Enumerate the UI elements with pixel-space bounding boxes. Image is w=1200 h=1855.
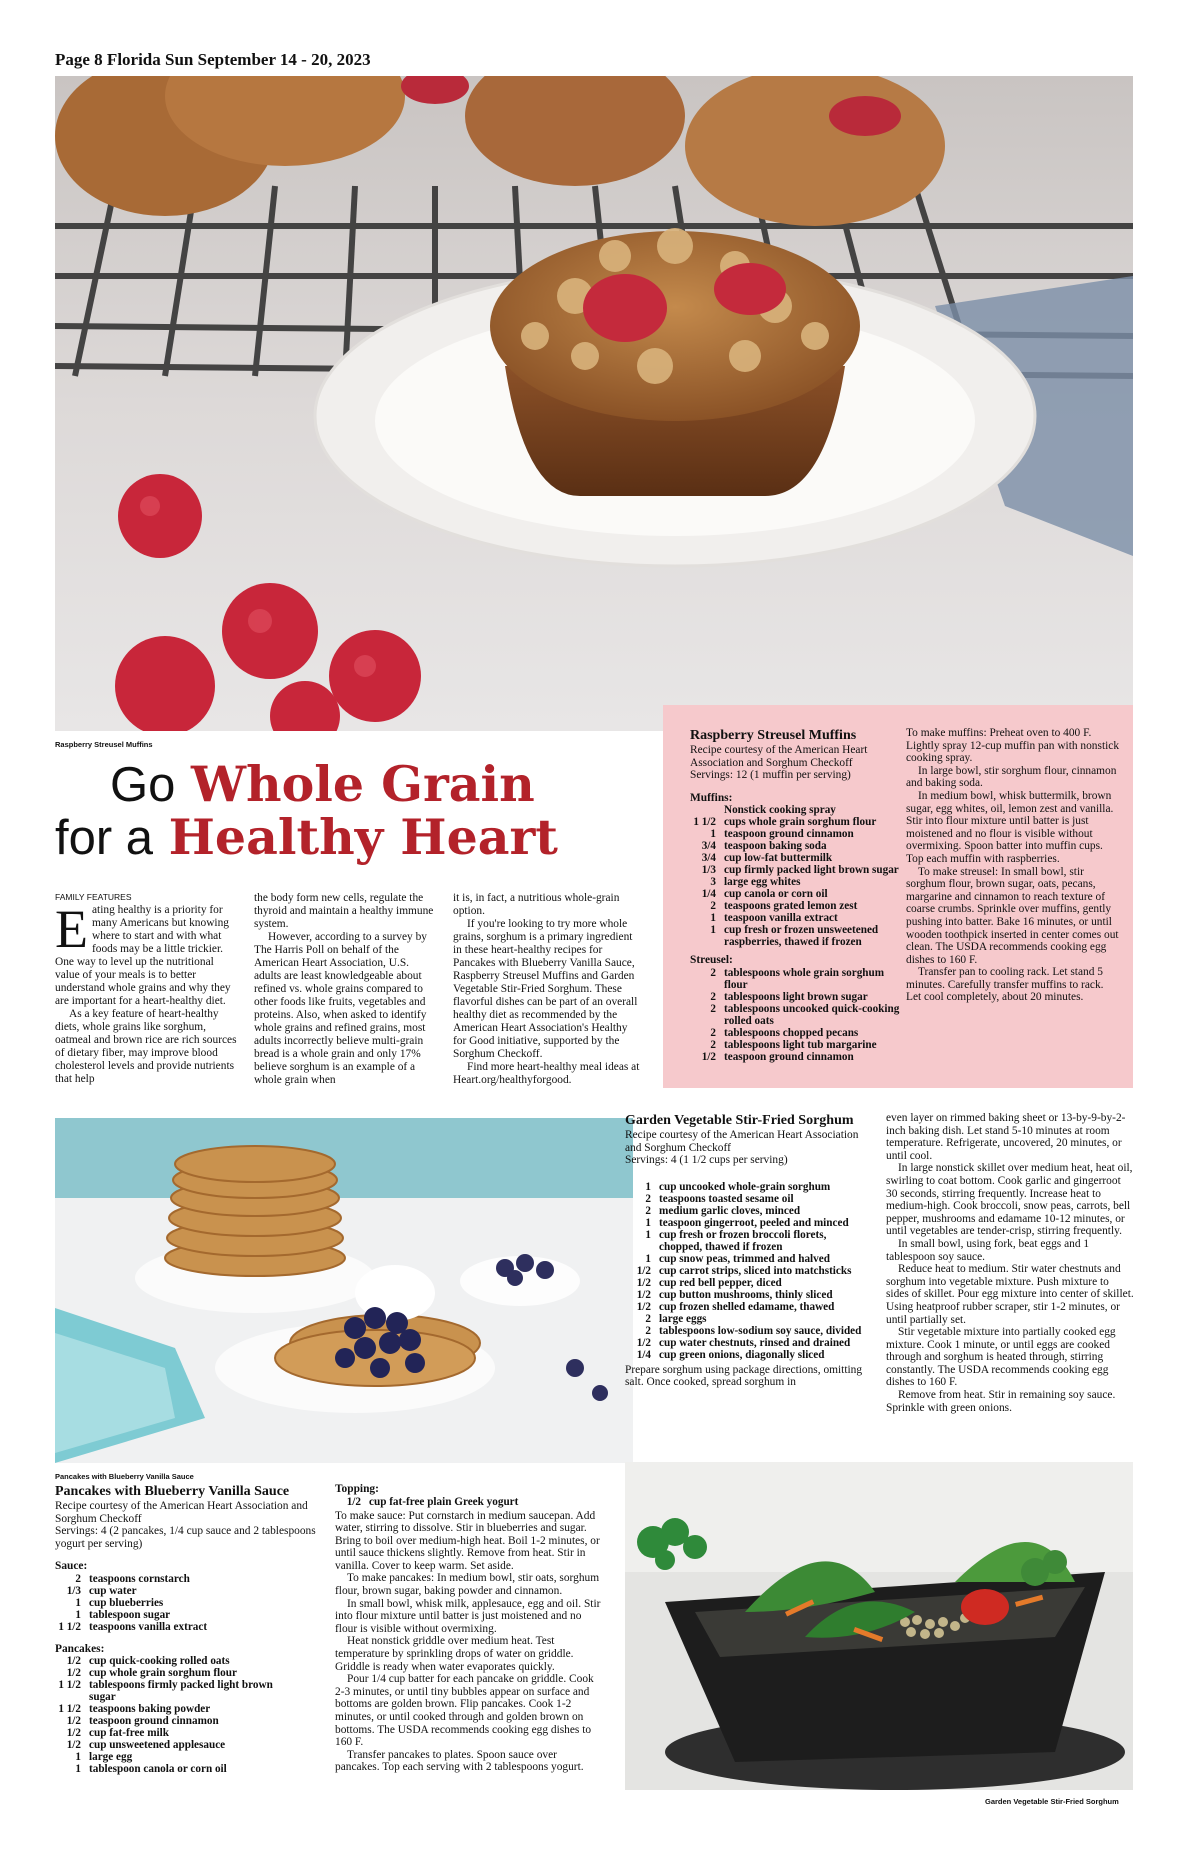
ingredient-quantity [690,804,724,816]
ingredient-item [55,1655,280,1667]
ingredient-item [690,967,900,991]
ingredient-text: large eggs [659,1312,707,1325]
ingredient-item [625,1349,870,1361]
ingredient-text: tablespoons firmly packed light brown sugar [89,1679,273,1703]
ingredient-text: cup frozen shelled edamame, thawed [659,1300,835,1313]
drop-cap: E [55,899,88,959]
ingredient-text: cup red bell pepper, diced [659,1276,782,1289]
ingredient-item [690,900,900,912]
ingredient-quantity: 1 1/2 [58,1620,81,1633]
ingredient-item [690,864,900,876]
pancake-photo [55,1118,633,1463]
article-column-3 [453,892,643,1087]
ingredient-quantity: 1/2 [66,1667,81,1679]
ingredient-text: cup water chestnuts, rinsed and drained [659,1336,851,1349]
ingredient-item [625,1289,870,1301]
ingredient-quantity: 1 [75,1751,81,1763]
article-paragraph: the body form new cells, regulate the thyroid and maintain a healthy immune system. [254,892,434,930]
ingredient-quantity: 2 [710,1038,716,1051]
ingredient-quantity: 1/2 [66,1715,81,1727]
ingredient-quantity: 2 [710,1026,716,1039]
ingredient-item [690,876,900,888]
article-paragraph: ating healthy is a priority for many Americans but knowing where to start and with what foods may be a little trickier. One way to level up the nutritional value of your meals is to better understand whole grains and why they are important for a heart-healthy diet. [55,904,231,1007]
ingredient-item [55,1573,265,1585]
ingredient-text: large egg [89,1751,133,1763]
ingredient-text: cup blueberries [89,1596,164,1609]
recipe-step: To make sauce: Put cornstarch in medium saucepan. Add water, stirring to dissolve. Stir in blueberries and sugar. Bring to boil over medium-high heat. Boil 1-2 minutes, or until sauce thickens slightly. Remove from heat. Stir in vanilla. Cover to keep warm. Set aside. [335,1509,600,1572]
article-paragraph: it is, in fact, a nutritious whole-grain option. [453,892,620,917]
ingredient-quantity: 2 [645,1312,651,1325]
ingredient-text: cup snow peas, trimmed and halved [659,1252,830,1265]
ingredient-quantity: 2 [645,1204,651,1217]
ingredient-item [55,1739,280,1751]
pancake-steps [335,1510,603,1774]
ingredient-item [625,1193,870,1205]
ingredient-text: cup canola or corn oil [724,888,828,900]
ingredient-quantity: 1 [75,1608,81,1621]
ingredients-heading: Sauce: [55,1560,88,1572]
muffin-recipe-steps [906,727,1121,1004]
ingredient-text: cup green onions, diagonally sliced [659,1348,825,1361]
ingredient-item [55,1715,280,1727]
ingredient-text: cups whole grain sorghum flour [724,816,877,828]
ingredient-item [625,1265,870,1277]
ingredient-text: teaspoons cornstarch [89,1572,190,1585]
ingredient-quantity: 3/4 [701,840,716,852]
article-paragraph: However, according to a survey by The Harris Poll on behalf of the American Heart Association, U.S. adults are least knowledgeable about refined vs. whole grains compared to other foods like fruits, vegetables and proteins. Also, when asked to identify whole grains and refined grains, most adults incorrectly believe multi-grain bread is a whole grain and only 17% believe sorghum is an example of a whole grain when [254,931,427,1086]
ingredient-text: tablespoons light brown sugar [724,990,868,1003]
recipe-step: In small bowl, using fork, beat eggs and 1 tablespoon soy sauce. [886,1237,1090,1263]
ingredient-quantity: 1/2 [636,1276,651,1289]
ingredient-text: medium garlic cloves, minced [659,1204,801,1217]
ingredient-list [55,1573,265,1633]
ingredient-text: cup whole grain sorghum flour [89,1667,237,1679]
ingredient-quantity: 1/2 [66,1727,81,1739]
ingredient-quantity: 1 [75,1596,81,1609]
ingredient-quantity: 1 [710,828,716,840]
recipe-step: To make muffins: Preheat oven to 400 F. Lightly spray 12-cup muffin pan with nonstick cooking spray. [906,727,1120,765]
ingredient-text: tablespoons low-sodium soy sauce, divided [659,1324,862,1337]
sorghum-recipe-steps [886,1112,1134,1414]
ingredient-quantity: 1 [710,924,716,936]
recipe-step: Transfer pan to cooling rack. Let stand 5 minutes. Carefully transfer muffins to rack. Let cool completely, about 20 minutes. [906,966,1104,1004]
recipe-step: Heat nonstick griddle over medium heat. Test temperature by sprinkling drops of water on griddle. Griddle is ready when water evaporates quickly. [335,1635,574,1673]
recipe-title: Raspberry Streusel Muffins [690,728,857,743]
ingredient-text: cup fresh or frozen unsweetened raspberries, thawed if frozen [724,924,879,948]
ingredient-item [690,840,900,852]
ingredient-text: teaspoon baking soda [724,840,827,852]
ingredient-item [690,852,900,864]
sorghum-photo [625,1462,1133,1790]
page-header: Page 8 Florida Sun September 14 - 20, 2023 [55,50,371,69]
ingredients-heading: Pancakes: [55,1642,105,1655]
ingredient-text: cup button mushrooms, thinly sliced [659,1288,833,1301]
ingredient-item [625,1181,870,1193]
pancake-recipe-ingredients [55,1483,325,1775]
article-column-1 [55,899,240,1086]
ingredient-quantity: 2 [645,1192,651,1205]
ingredient-item [625,1301,870,1313]
recipe-servings: Servings: 4 (1 1/2 cups per serving) [625,1154,788,1166]
ingredient-text: tablespoons whole grain sorghum flour [724,966,885,991]
ingredient-item [625,1205,870,1217]
pancake-recipe-steps [335,1483,603,1774]
ingredient-list [690,967,900,1063]
ingredient-item [625,1277,870,1289]
recipe-courtesy: Recipe courtesy of the American Heart Association and Sorghum Checkoff [625,1129,859,1154]
article-paragraph: As a key feature of heart-healthy diets, whole grains like sorghum, oatmeal and brown rice are rich sources of dietary fiber, may improve blood cholesterol levels and provide nutrients that help [55,1008,237,1085]
ingredient-quantity: 1/3 [66,1584,81,1597]
sorghum-photo-caption: Garden Vegetable Stir-Fried Sorghum [985,1797,1119,1806]
recipe-step: In small bowl, whisk milk, applesauce, egg and oil. Stir into flour mixture until batter is just moistened and no flour is visible without overmixing. [335,1597,601,1635]
recipe-step: Transfer pancakes to plates. Spoon sauce over pancakes. Top each serving with 2 tablespoons yogurt. [335,1748,584,1774]
muffin-photo [55,76,1133,731]
ingredient-quantity: 1/2 [701,1050,716,1063]
ingredient-text: cup water [89,1584,137,1597]
ingredient-item [55,1703,280,1715]
ingredient-item [625,1337,870,1349]
ingredient-quantity: 1 [645,1216,651,1229]
ingredient-text: cup unsweetened applesauce [89,1739,226,1751]
ingredient-text: teaspoons grated lemon zest [724,900,858,912]
recipe-step: In large nonstick skillet over medium heat, heat oil, swirling to coat bottom. Cook garlic and gingerroot 30 seconds, stirring frequently. Increase heat to medium-high. Cook broccoli, snow peas, carrots, bell pepper, mushrooms and edamame 10-12 minutes, or until vegetables are tender-crisp, stirring frequently. [886,1162,1133,1238]
ingredient-text: cup fat-free plain Greek yogurt [369,1495,519,1508]
ingredient-item [690,1039,900,1051]
ingredient-quantity: 2 [645,1324,651,1337]
ingredient-item [690,912,900,924]
ingredient-item [625,1325,870,1337]
recipe-step: Remove from heat. Stir in remaining soy sauce. Sprinkle with green onions. [886,1389,1116,1414]
sorghum-recipe-ingredients [625,1112,870,1389]
recipe-step: even layer on rimmed baking sheet or 13-by-9-by-2-inch baking dish. Let stand 5-10 minutes at room temperature. Refrigerate, uncovered, 20 minutes, or until cool. [886,1112,1126,1162]
ingredient-quantity: 1/4 [701,888,716,900]
recipe-servings: Servings: 4 (2 pancakes, 1/4 cup sauce and 2 tablespoons yogurt per serving) [55,1525,316,1550]
ingredient-item [625,1313,870,1325]
ingredient-item [55,1621,265,1633]
article-column-2 [254,892,439,1087]
recipe-courtesy: Recipe courtesy of the American Heart Association and Sorghum Checkoff [55,1500,308,1525]
headline-line-2 [55,808,558,867]
ingredient-text: tablespoons light tub margarine [724,1038,877,1051]
ingredient-quantity: 1/2 [636,1336,651,1349]
headline-for-a: for a [55,811,154,865]
recipe-step: To make streusel: In small bowl, stir sorghum flour, brown sugar, oats, pecans, margarine and cinnamon to reach texture of coarse crumbs. Sprinkle over muffins, gently pushing into batter. Bake 16 minutes, or until wooden toothpick inserted in center comes out clean. The USDA recommends cooking egg dishes to 160 F. [906,865,1119,966]
ingredient-item [690,804,900,816]
ingredient-text: teaspoon vanilla extract [724,912,838,924]
ingredient-list [625,1181,870,1361]
ingredient-quantity: 1/2 [346,1495,361,1508]
ingredient-text: cup fresh or frozen broccoli florets, chopped, thawed if frozen [659,1228,827,1253]
recipe-step: Stir vegetable mixture into partially cooked egg mixture. Cook 1 minute, or until eggs are cooked through and sorghum is heated through, stirring constantly. The USDA recommends cooking egg dishes to 160 F. [886,1326,1116,1389]
ingredient-quantity: 1/3 [701,864,716,876]
headline-line-1 [110,755,535,814]
ingredient-quantity: 1 1/2 [693,816,716,828]
ingredient-quantity: 1 [710,912,716,924]
ingredient-text: tablespoons chopped pecans [724,1026,859,1039]
article-paragraph: If you're looking to try more whole grains, sorghum is a primary ingredient in these heart-healthy recipes for Pancakes with Blueberry Vanilla Sauce, Raspberry Streusel Muffins and Garden Vegetable Stir-Fried Sorghum. These flavorful dishes can be part of an overall healthy diet as recommended by the American Heart Association's Healthy for Good initiative, supported by the Sorghum Checkoff. [453,918,638,1060]
muffin-photo-caption: Raspberry Streusel Muffins [55,740,153,749]
ingredient-text: cup uncooked whole-grain sorghum [659,1180,831,1193]
recipe-step: Prepare sorghum using package directions, omitting salt. Once cooked, spread sorghum in [625,1363,863,1389]
ingredient-item [690,924,900,948]
ingredient-item [625,1217,870,1229]
ingredient-text: cup low-fat buttermilk [724,852,833,864]
ingredient-item [55,1727,280,1739]
ingredient-item [625,1229,870,1253]
ingredient-quantity: 1 [645,1228,651,1241]
ingredient-item [55,1763,280,1775]
ingredient-item [55,1585,265,1597]
ingredient-text: teaspoon ground cinnamon [89,1715,219,1727]
ingredient-quantity: 2 [75,1572,81,1585]
recipe-step: Pour 1/4 cup batter for each pancake on griddle. Cook 2-3 minutes, or until tiny bubbles appear on surface and bottoms are golden brown. Flip pancakes. Cook 1-2 minutes, or until cooked through and golden brown on bottoms. The USDA recommends cooking egg dishes to 160 F. [335,1673,594,1749]
ingredient-item [335,1496,603,1508]
ingredient-list [55,1655,280,1775]
ingredient-quantity: 1 1/2 [58,1679,81,1691]
ingredients-heading: Muffins: [690,791,733,804]
ingredient-item [55,1609,265,1621]
ingredient-item [690,1027,900,1039]
ingredient-quantity: 1/2 [66,1739,81,1751]
ingredient-quantity: 1 [645,1252,651,1265]
ingredient-quantity: 3/4 [701,852,716,864]
ingredient-item [55,1597,265,1609]
ingredient-quantity: 1 1/2 [58,1703,81,1715]
ingredient-quantity: 1 [75,1763,81,1775]
ingredient-quantity: 2 [710,990,716,1003]
ingredient-list [690,804,900,948]
pancake-photo-caption: Pancakes with Blueberry Vanilla Sauce [55,1472,194,1481]
ingredient-text: Nonstick cooking spray [724,804,836,816]
ingredient-item [690,991,900,1003]
ingredients-heading: Streusel: [690,954,733,966]
ingredient-list [335,1496,603,1508]
ingredient-text: teaspoon ground cinnamon [724,1050,854,1063]
ingredient-text: cup carrot strips, sliced into matchsticks [659,1264,852,1277]
ingredient-quantity: 1/2 [636,1264,651,1277]
ingredient-text: teaspoons vanilla extract [89,1620,208,1633]
ingredient-text: cup fat-free milk [89,1727,169,1739]
ingredient-text: teaspoons toasted sesame oil [659,1192,794,1205]
ingredient-text: tablespoon canola or corn oil [89,1763,227,1775]
ingredient-text: tablespoon sugar [89,1608,171,1621]
ingredient-quantity: 3 [710,876,716,888]
ingredient-text: cup firmly packed light brown sugar [724,864,899,876]
ingredient-item [690,1051,900,1063]
recipe-servings: Servings: 12 (1 muffin per serving) [690,769,851,781]
headline-go: Go [110,758,176,812]
ingredient-text: teaspoon ground cinnamon [724,828,854,840]
recipe-courtesy: Recipe courtesy of the American Heart Association and Sorghum Checkoff [690,744,868,769]
ingredient-text: tablespoons uncooked quick-cooking rolled oats [724,1002,900,1027]
ingredient-item [690,888,900,900]
recipe-step: To make pancakes: In medium bowl, stir oats, sorghum flour, brown sugar, baking powder and cinnamon. [335,1572,600,1598]
ingredient-item [690,1003,900,1027]
ingredient-quantity: 2 [710,900,716,912]
ingredient-quantity: 2 [710,1002,716,1015]
headline-healthy-heart: Healthy Heart [168,808,558,866]
ingredient-quantity: 2 [710,966,716,979]
ingredient-quantity: 1/2 [66,1655,81,1667]
ingredient-quantity: 1 [645,1180,651,1193]
article-paragraph: Find more heart-healthy meal ideas at Heart.org/healthyforgood. [453,1061,640,1086]
ingredient-item [55,1751,280,1763]
ingredient-quantity: 1/2 [636,1288,651,1301]
ingredient-item [55,1679,280,1703]
headline-whole-grain: Whole Grain [190,755,535,813]
ingredient-text: teaspoons baking powder [89,1703,211,1715]
recipe-title: Pancakes with Blueberry Vanilla Sauce [55,1484,290,1499]
ingredient-text: cup quick-cooking rolled oats [89,1655,230,1667]
ingredient-item [690,828,900,840]
recipe-step: In large bowl, stir sorghum flour, cinnamon and baking soda. [906,764,1117,790]
recipe-title: Garden Vegetable Stir-Fried Sorghum [625,1113,854,1128]
recipe-step: Reduce heat to medium. Stir water chestnuts and sorghum into vegetable mixture. Push mixture to sides of skillet. Pour egg mixture into center of skillet. Using heatproof rubber scraper, stir 1-2 minutes, or until partially set. [886,1263,1134,1326]
recipe-step: In medium bowl, whisk buttermilk, brown sugar, egg whites, oil, lemon zest and vanilla. Stir into flour mixture until batter is just moistened and no flour is visible without overmixing. Spoon batter into muffin cups. Top each muffin with raspberries. [906,789,1114,865]
ingredient-item [690,816,900,828]
ingredient-item [625,1253,870,1265]
ingredient-quantity: 1/4 [636,1348,651,1361]
family-features-label: FAMILY FEATURES [55,892,132,902]
muffin-recipe-ingredients [690,727,900,1063]
ingredient-text: large egg whites [724,876,801,888]
ingredients-heading: Topping: [335,1483,379,1495]
ingredient-text: teaspoon gingerroot, peeled and minced [659,1216,849,1229]
ingredient-quantity: 1/2 [636,1300,651,1313]
ingredient-item [55,1667,280,1679]
